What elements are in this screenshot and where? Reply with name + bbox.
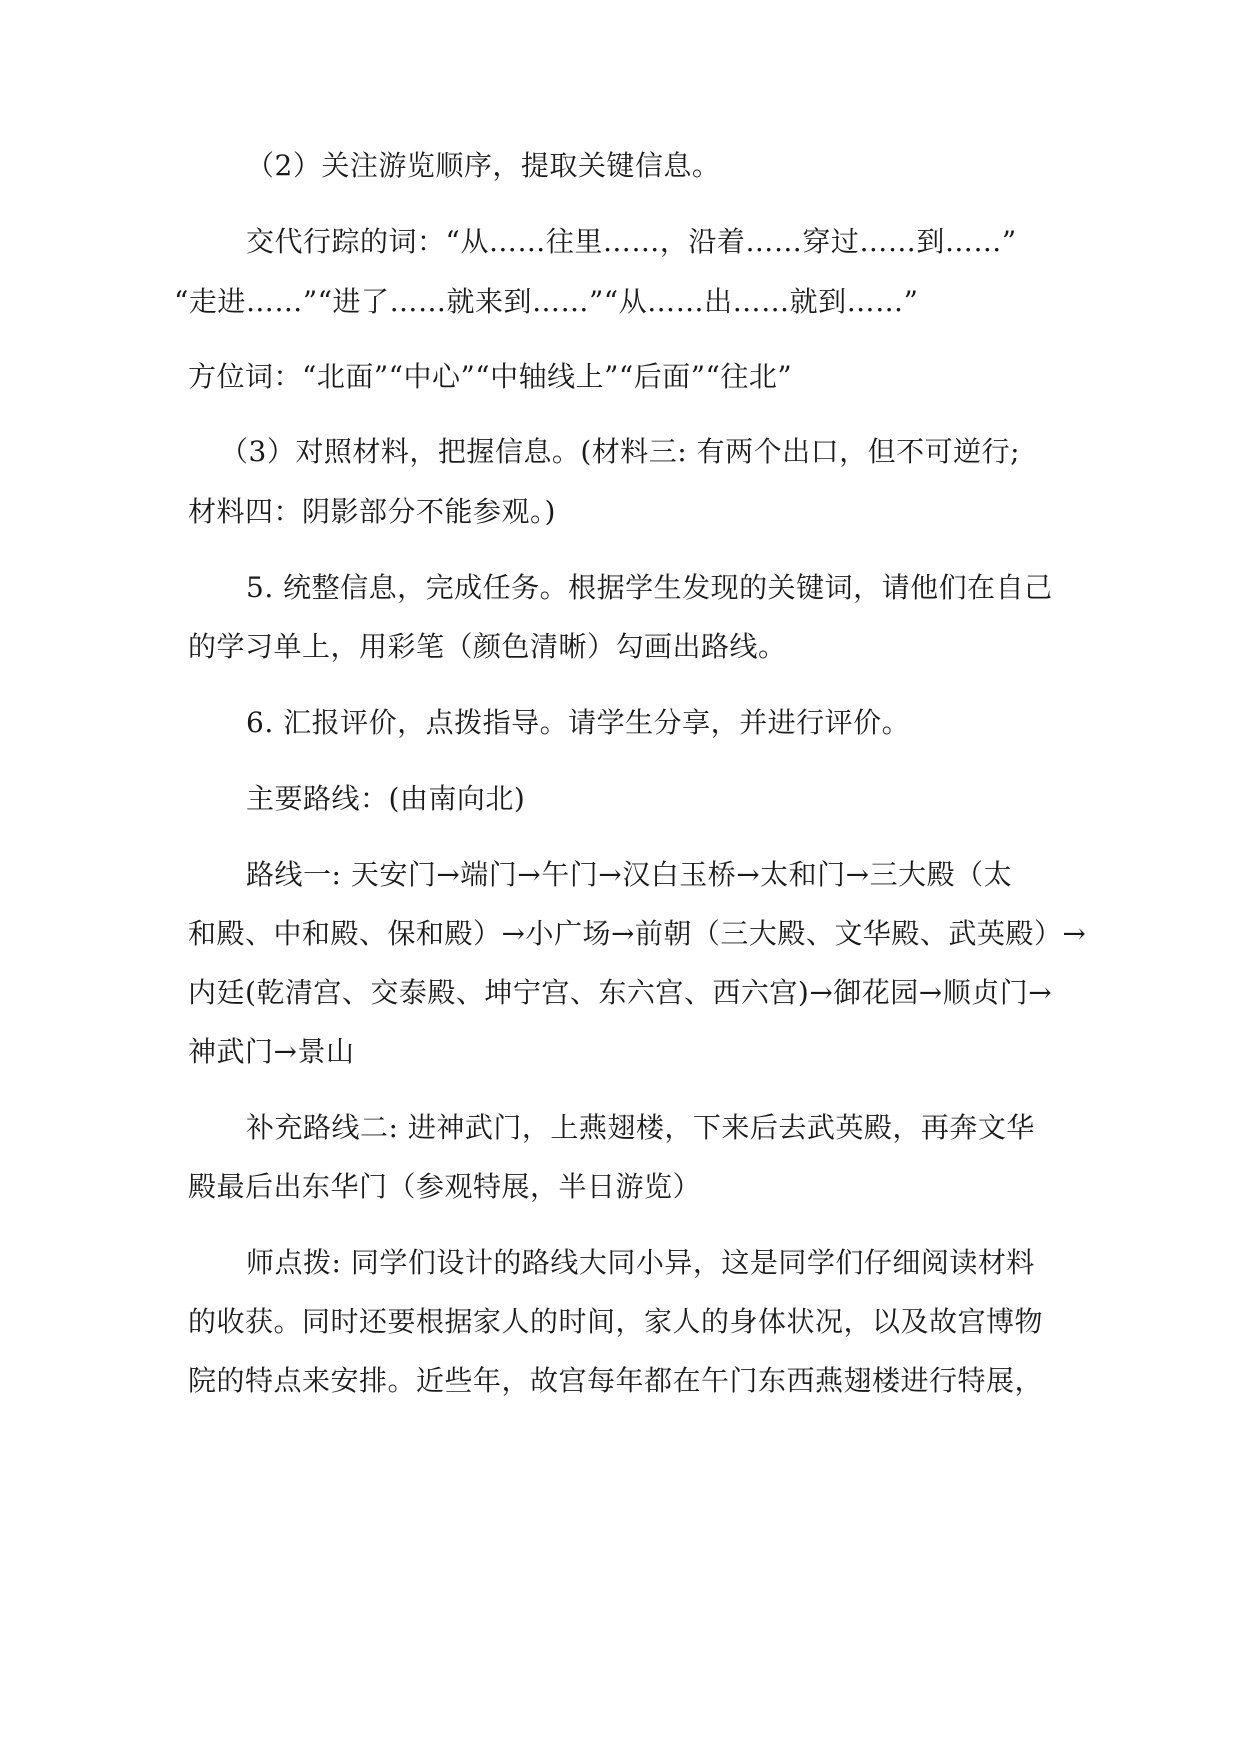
text-line-1: （2）关注游览顺序，提取关键信息。 [246, 149, 721, 182]
text-line-2: 交代行踪的词：“从……往里……，沿着……穿过……到……” [246, 225, 1017, 258]
text-line-18: 的收获。同时还要根据家人的时间，家人的身体状况，以及故宫博物 [188, 1305, 1044, 1338]
text-line-8: 的学习单上，用彩笔（颜色清晰）勾画出路线。 [188, 630, 787, 663]
text-line-10: 主要路线：(由南向北) [246, 782, 526, 815]
text-line-14: 神武门→景山 [188, 1035, 355, 1068]
text-line-9: 6. 汇报评价，点拨指导。请学生分享，并进行评价。 [246, 706, 911, 739]
text-line-12: 和殿、中和殿、保和殿）→小广场→前朝（三大殿、文华殿、武英殿）→ [188, 917, 1087, 950]
text-line-16: 殿最后出东华门（参观特展，半日游览） [188, 1170, 702, 1203]
text-line-17: 师点拨: 同学们设计的路线大同小异，这是同学们仔细阅读材料 [246, 1246, 1035, 1279]
text-line-19: 院的特点来安排。近些年，故宫每年都在午门东西燕翅楼进行特展， [188, 1364, 1044, 1397]
text-line-5: （3）对照材料，把握信息。(材料三: 有两个出口，但不可逆行; [220, 435, 1021, 468]
text-line-4: 方位词：“北面”“中心”“中轴线上”“后面”“往北” [188, 360, 793, 393]
text-line-11: 路线一: 天安门→端门→午门→汉白玉桥→太和门→三大殿（太 [246, 858, 1013, 891]
text-line-7: 5. 统整信息，完成任务。根据学生发现的关键词，请他们在自己 [246, 571, 1053, 604]
text-line-13: 内廷(乾清宫、交泰殿、坤宁宫、东六宫、西六宫)→御花园→顺贞门→ [188, 976, 1053, 1009]
text-line-15: 补充路线二: 进神武门，上燕翅楼，下来后去武英殿，再奔文华 [246, 1111, 1035, 1144]
text-line-6: 材料四：阴影部分不能参观。) [188, 495, 556, 528]
text-line-3: “走进……”“进了……就来到……”“从……出……就到……” [174, 285, 919, 318]
